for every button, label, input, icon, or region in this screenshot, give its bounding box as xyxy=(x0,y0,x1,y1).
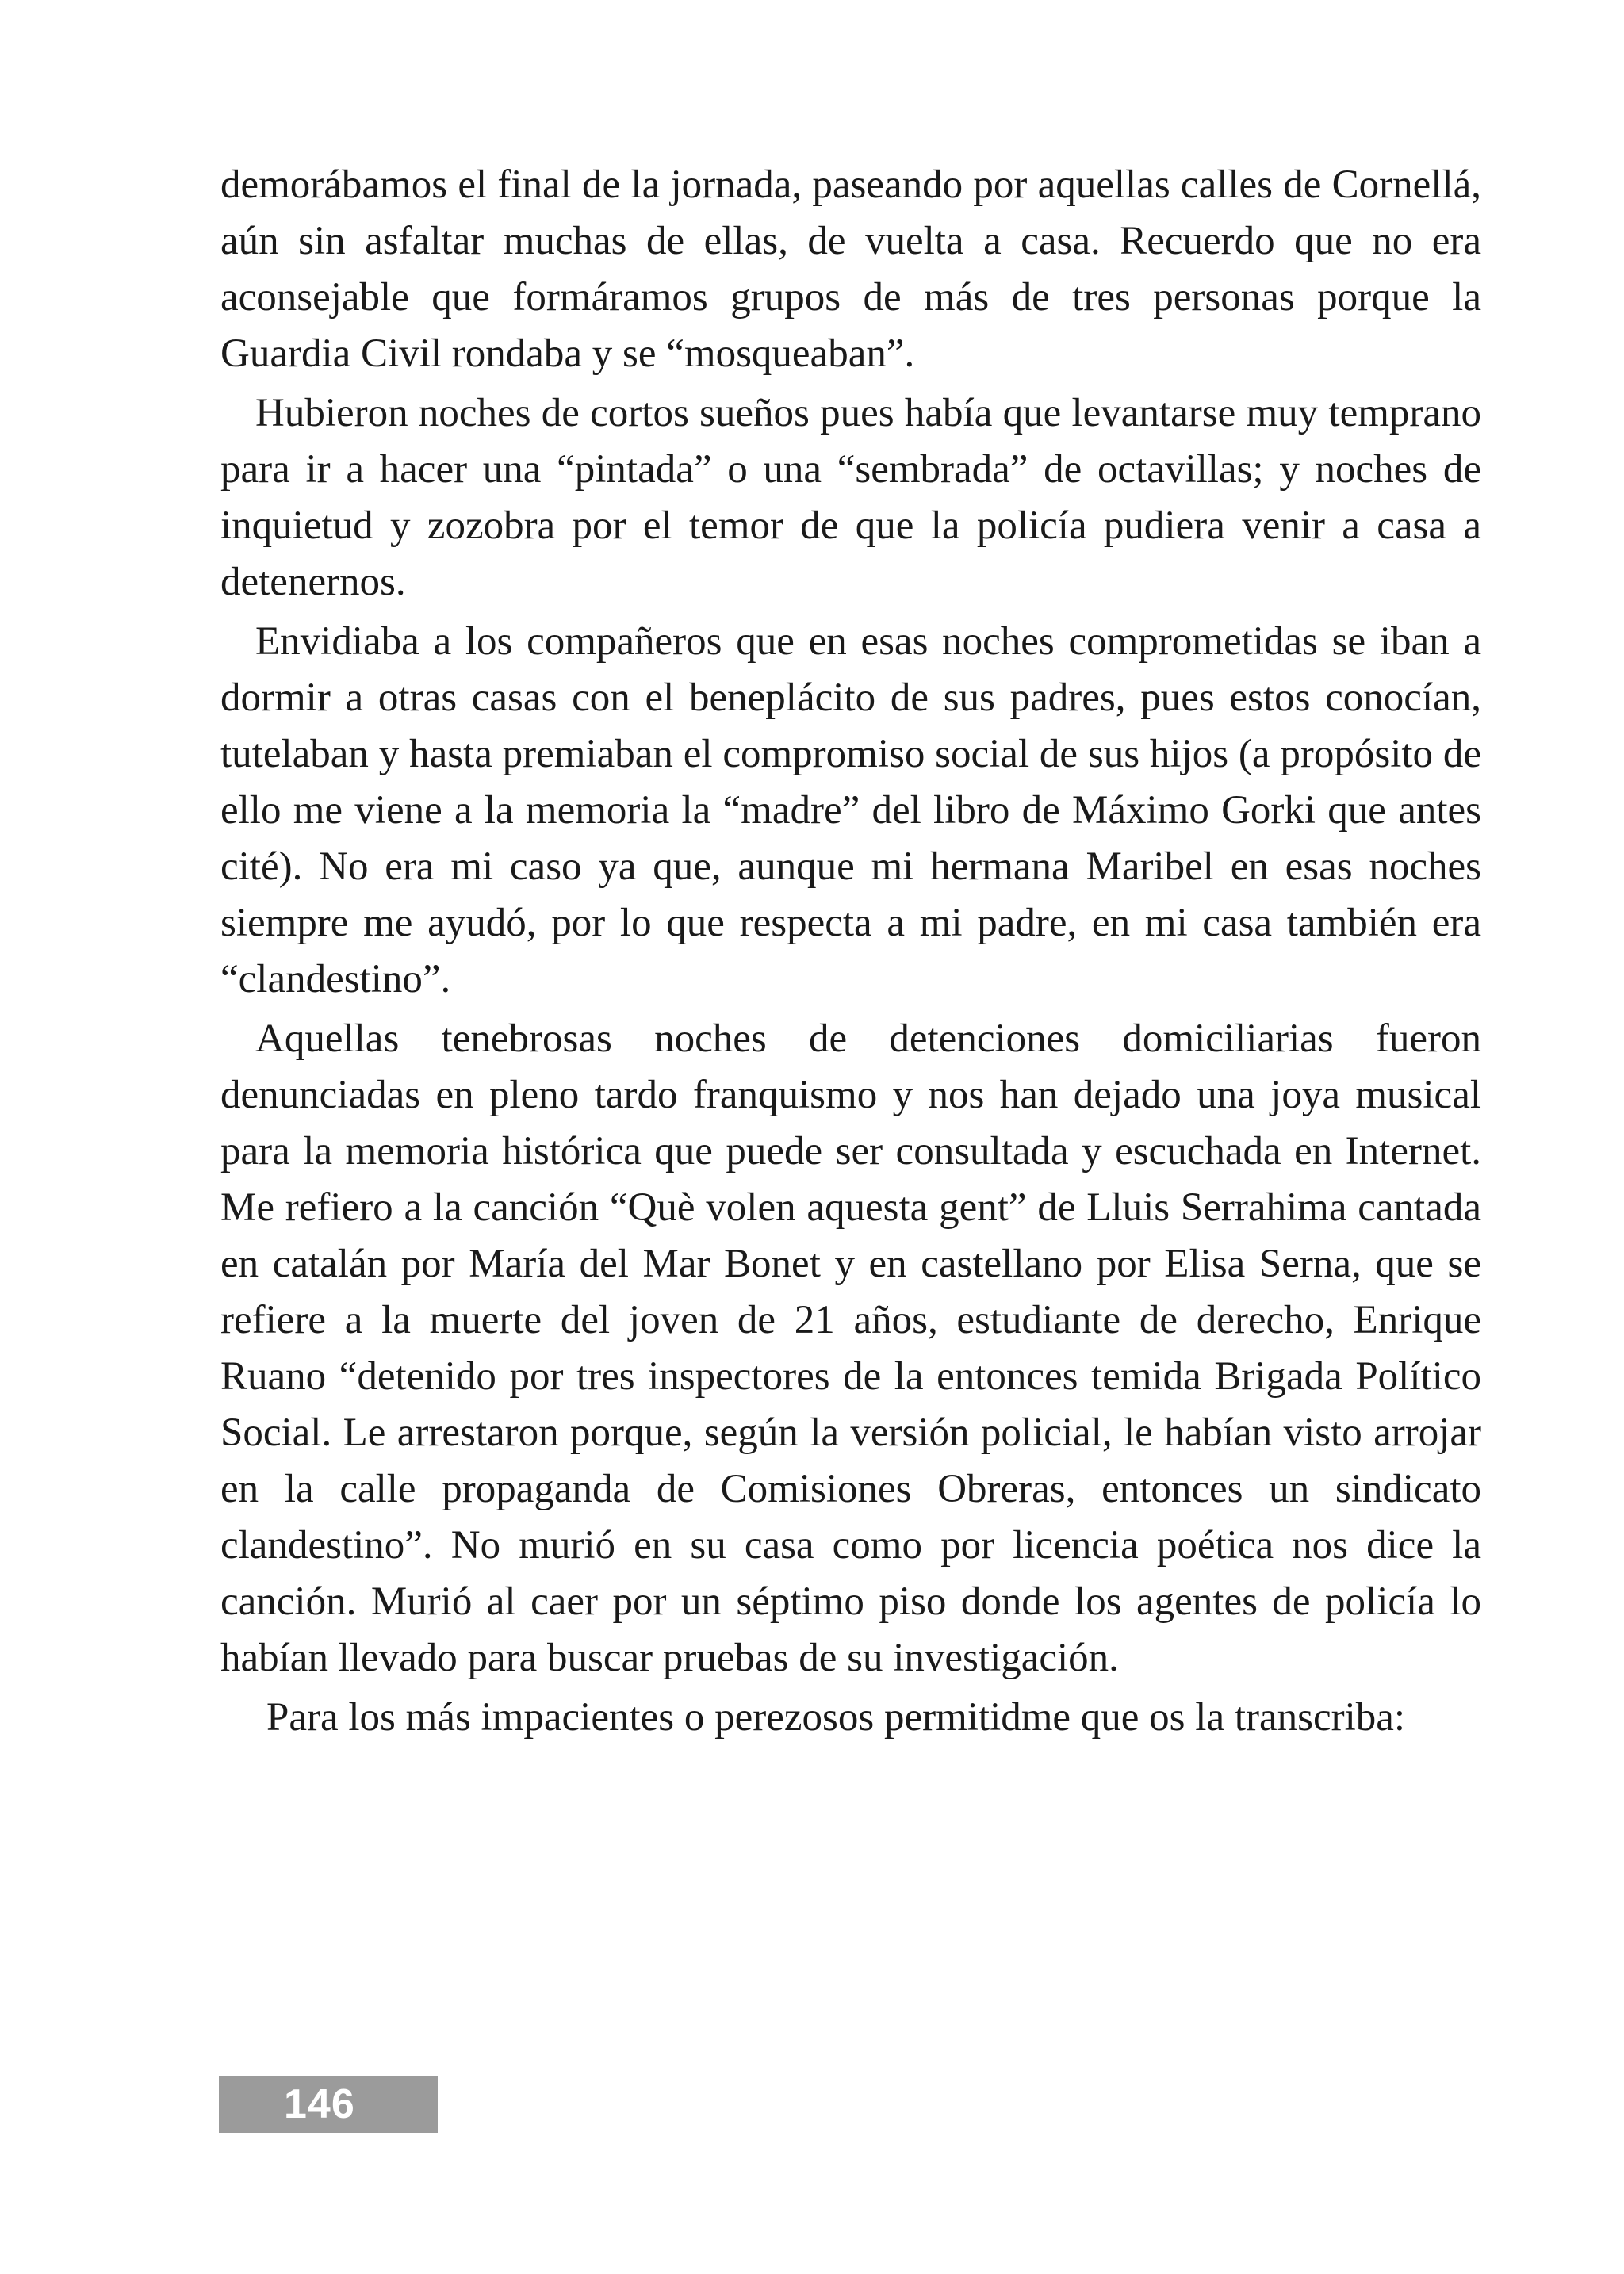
paragraph-transcription-intro: Para los más impacientes o perezosos permitidme que os la transcriba: xyxy=(266,1695,1406,1740)
paragraph-night-activities: Hubieron noches de cortos sueños pues había que levantarse muy temprano para ir a hacer una “pintada” o una “sembrada” de octavillas; y noches de inquietud y zozobra por el temor de que la policía pudiera venir a casa a detenernos. xyxy=(220,391,1481,604)
page-number-tab xyxy=(219,2076,438,2133)
paragraph-continuation: demorábamos el final de la jornada, paseando por aquellas calles de Cornellá, aún sin asfaltar muchas de ellas, de vuelta a casa. Recuerdo que no era aconsejable que formáramos grupos de más de tres personas porque la Guardia Civil rondaba y se “mosqueaban”. xyxy=(220,163,1481,376)
paragraph-envy-companions: Envidiaba a los compañeros que en esas noches comprometidas se iban a dormir a otras casas con el beneplácito de sus padres, pues estos conocían, tutelaban y hasta premiaban el compromiso social de sus hijos (a propósito de ello me viene a la memoria la “madre” del libro de Máximo Gorki que antes cité). No era mi caso ya que, aunque mi hermana Maribel en esas noches siempre me ayudó, por lo que respecta a mi padre, en mi casa también era “clandestino”. xyxy=(220,619,1481,1001)
body-text xyxy=(220,157,1481,1746)
page-number: 146 xyxy=(284,2081,355,2127)
paragraph-song-reference: Aquellas tenebrosas noches de detenciones domiciliarias fueron denunciadas en pleno tardo franquismo y nos han dejado una joya musical para la memoria histórica que puede ser consultada y escuchada en Internet. Me refiero a la canción “Què volen aquesta gent” de Lluis Serrahima cantada en catalán por María del Mar Bonet y en castellano por Elisa Serna, que se refiere a la muerte del joven de 21 años, estudiante de derecho, Enrique Ruano “detenido por tres inspectores de la entonces temida Brigada Político Social. Le arrestaron porque, según la versión policial, le habían visto arrojar en la calle propaganda de Comisiones Obreras, entonces un sindicato clandestino”. No murió en su casa como por licencia poética nos dice la canción. Murió al caer por un séptimo piso donde los agentes de policía lo habían llevado para buscar pruebas de su investigación. xyxy=(220,1016,1481,1680)
